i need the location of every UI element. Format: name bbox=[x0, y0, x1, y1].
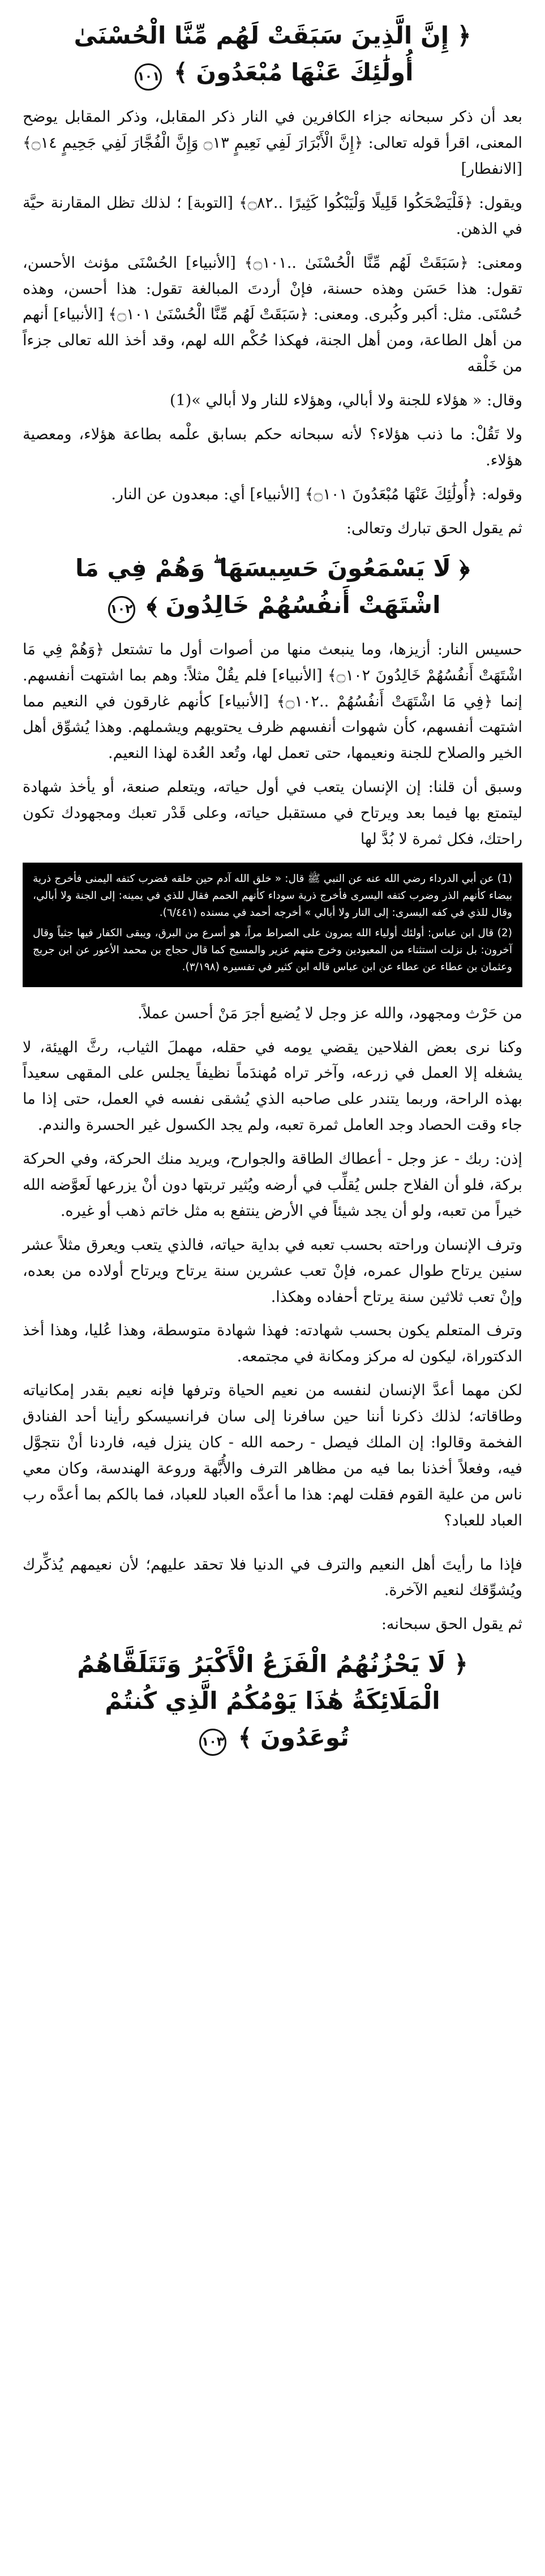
paragraph: وترف المتعلم يكون بحسب شهادته: فهذا شهادة متوسطة، وهذا عُليا، وهذا أخذ الدكتوراة، ليكون له مركز ومكانة في مجتمعه. bbox=[23, 1322, 522, 1366]
quran-verse-101 bbox=[57, 17, 488, 91]
paragraph: ولا تَقُلْ: ما ذنب هؤلاء؟ لأنه سبحانه حكم بسابق علْمه بطاعة هؤلاء، ومعصية هؤلاء. bbox=[23, 425, 522, 469]
paragraph: وقال: « هؤلاء للجنة ولا أبالي، وهؤلاء للنار ولا أبالي »(1) bbox=[170, 392, 522, 410]
paragraph: إذن: ربك - عز وجل - أعطاك الطاقة والجوارح، ويريد منك الحركة، وفي الحركة بركة، فلو أن الفلاح جلس يُقلِّب في أرضه ويُثير تربتها دون أنْ يزرعها لَعوَّضه الله خيراً من تعبه، ولو أن يجد شيئاً في الأرض ينتفع به مثل خاتم ذهب أو غيره. bbox=[23, 1150, 522, 1220]
section-spacer bbox=[23, 1542, 522, 1552]
verse-text: ﴿ إِنَّ الَّذِينَ سَبَقَتْ لَهُم مِّنَّا الْحُسْنَىٰ أُولَٰئِكَ عَنْهَا مُبْعَدُونَ ﴾ bbox=[74, 22, 471, 87]
paragraph: لكن مهما أعدَّ الإنسان لنفسه من نعيم الحياة وترفها فإنه نعيم بقدر إمكانياته وطاقاته؛ لذلك ذكرنا أننا حين سافرنا إلى سان فرانسيسكو رأينا أحد الفنادق الفخمة وقالوا: إن الملك فيصل - رحمه الله - كان ينزل فيه، فاردنا أنْ نتجوَّل فيه، وفعلاً أخذنا بما فيه من مظاهر الترف والأُبَّهة وروعة الهندسة، وكان معي ناس من علية القوم فقلت لهم: هذا ما أعدَّه العباد للعباد، فما بالكم بما أعدَّه رب العباد للعباد؟ bbox=[23, 1382, 522, 1529]
paragraph: من حَرْث ومجهود، والله عز وجل لا يُضيع أجرَ مَنْ أحسن عملاً. bbox=[137, 1004, 522, 1022]
paragraph: وقوله: ﴿أُولَٰئِكَ عَنْهَا مُبْعَدُونَ ۝١٠١﴾ [الأنبياء] أي: مبعدون عن النار. bbox=[111, 485, 522, 503]
verse-number-badge: ١٠٢ bbox=[108, 596, 135, 623]
paragraph: وترف الإنسان وراحته بحسب تعبه في بداية حياته، فالذي يتعب ويعرق مثلاً عشر سنين يرتاح طوال عمره، فإنْ تعب عشرين سنة يرتاح ويرتاح أولاده من بعده، وإنْ تعب ثلاثين سنة يرتاح أحفاده وهكذا. bbox=[23, 1236, 522, 1306]
verse-text: ﴿ لَا يَحْزُنُهُمُ الْفَزَعُ الْأَكْبَرُ وَتَتَلَقَّاهُمُ الْمَلَائِكَةُ هَٰذَا يَوْمُكُمُ الَّذِي كُنتُمْ تُوعَدُونَ ﴾ bbox=[77, 1650, 468, 1752]
paragraph: ثم يقول الحق تبارك وتعالى: bbox=[346, 519, 522, 537]
paragraph: ومعنى: ﴿سَبَقَتْ لَهُم مِّنَّا الْحُسْنَىٰ ..۝١٠١﴾ [الأنبياء] الحُسْنَى مؤنث الأحسن، تقول: هذا حَسَن وهذه حسنة، فإنْ أردتَ المبالغة تقول: هذا أحسن، وهذه حُسْنَى. مثل: أكبر وكُبرى. ومعنى: ﴿سَبَقَتْ لَهُم مِّنَّا الْحُسْنَىٰ ۝١٠١﴾ [الأنبياء] أنهم من أهل الطاعة، ومن أهل الجنة، فهكذا حُكْم الله لهم، وقد أخذ الله تعالى جزءاً من خَلْقه bbox=[23, 254, 522, 376]
footnote: (2) قال ابن عباس: أولئك أولياء الله يمرون على الصراط مراً، هو أسرع من البرق، ويبقى الكفار فيها جثياً وقال آخرون: بل نزلت استثناء من المعبودين وخرج منهم عزير والمسيح كما قال حجاج بن محمد الأعور عن ابن جريج وعثمان بن عطاء عن عطاء عن ابن عباس قاله ابن كثير في تفسيره (٣/١٩٨). bbox=[33, 927, 512, 973]
verse-text: ﴿ لَا يَسْمَعُونَ حَسِيسَهَا ۖ وَهُمْ فِي مَا اشْتَهَتْ أَنفُسُهُمْ خَالِدُونَ ﴾ bbox=[75, 554, 470, 619]
verse-number-badge: ١٠١ bbox=[135, 63, 162, 91]
quran-verse-102 bbox=[57, 550, 488, 623]
paragraph: فإذا ما رأيتَ أهل النعيم والترف في الدنيا فلا تحقد عليهم؛ لأن نعيمهم يُذكِّرك ويُشوِّقك لنعيم الآخرة. bbox=[23, 1555, 522, 1600]
paragraph: وسبق أن قلنا: إن الإنسان يتعب في أول حياته، ويتعلم صنعة، أو يأخذ شهادة ليتمتع بها فيما بعد ويرتاح في مستقبل حياته، وعلى قَدْر تعبك ومجهودك تكون راحتك، فكل ثمرة لا بُدَّ لها bbox=[23, 778, 522, 848]
paragraph: حسيس النار: أزيزها، وما ينبعث منها من أصوات أول ما تشتعل ﴿وَهُمْ فِي مَا اشْتَهَتْ أَنفُسُهُمْ خَالِدُونَ ۝١٠٢﴾ [الأنبياء] فلم يقُلْ مثلاً: وهم بما اشتهت أنفسهم. إنما ﴿فِي مَا اشْتَهَتْ أَنفُسُهُمْ ..۝١٠٢﴾ [الأنبياء] كأنهم غارقون في النعيم مما اشتهت أنفسهم، كأن شهوات أنفسهم ظرف يحتويهم ويشملهم. وهذا يُشوِّق أهل الخير والصلاح للجنة ونعيمها، حتى تعمل لها، وتُعد العُدة لهذا النعيم. bbox=[23, 640, 522, 762]
paragraph: ثم يقول الحق سبحانه: bbox=[381, 1615, 522, 1634]
footnote: (1) عن أبي الدرداء رضي الله عنه عن النبي ﷺ قال: « خلق الله آدم حين خلقه فضرب كتفه اليمنى فأخرج ذرية بيضاء كأنهم الذر وضرب كتفه اليسرى فأخرج ذرية سوداء كأنهم الحمم فقال للذي في يمينه: إلى الجنة ولا أبالي، وقال للذي في كفه اليسرى: إلى النار ولا أبالي » أخرجه أحمد في مسنده (٦/٤٤١). bbox=[33, 872, 512, 919]
verse-number-badge: ١٠٣ bbox=[199, 1729, 226, 1756]
footnotes-box bbox=[23, 863, 522, 987]
paragraph: ويقول: ﴿فَلْيَضْحَكُوا قَلِيلًا وَلْيَبْكُوا كَثِيرًا ..۝٨٢﴾ [التوبة] ؛ لذلك تظل المقارنة حيَّة في الذهن. bbox=[23, 194, 522, 238]
paragraph: بعد أن ذكر سبحانه جزاء الكافرين في النار ذكر المقابل، وذكر المقابل يوضح المعنى، اقرأ قوله تعالى: ﴿إِنَّ الْأَبْرَارَ لَفِي نَعِيمٍ ۝١٣ وَإِنَّ الْفُجَّارَ لَفِي جَحِيمٍ ۝١٤﴾ [الانفطار] bbox=[23, 108, 522, 178]
quran-verse-103 bbox=[57, 1645, 488, 1756]
paragraph: وكنا نرى بعض الفلاحين يقضي يومه في حقله، مهملَ الثياب، رثَّ الهيئة، لا يشغله إلا العمل في زرعه، وآخر تراه مُهندَماً نظيفاً يجلس على المقهى سعيداً بهذه الراحة، وربما يتندر على صاحبه الذي يُشقى نفسه في العمل، حتى إذا ما جاء وقت الحصاد وجد العامل ثمرة تعبه، ولم يجد الكسول غير الحسرة والندم. bbox=[23, 1038, 522, 1134]
